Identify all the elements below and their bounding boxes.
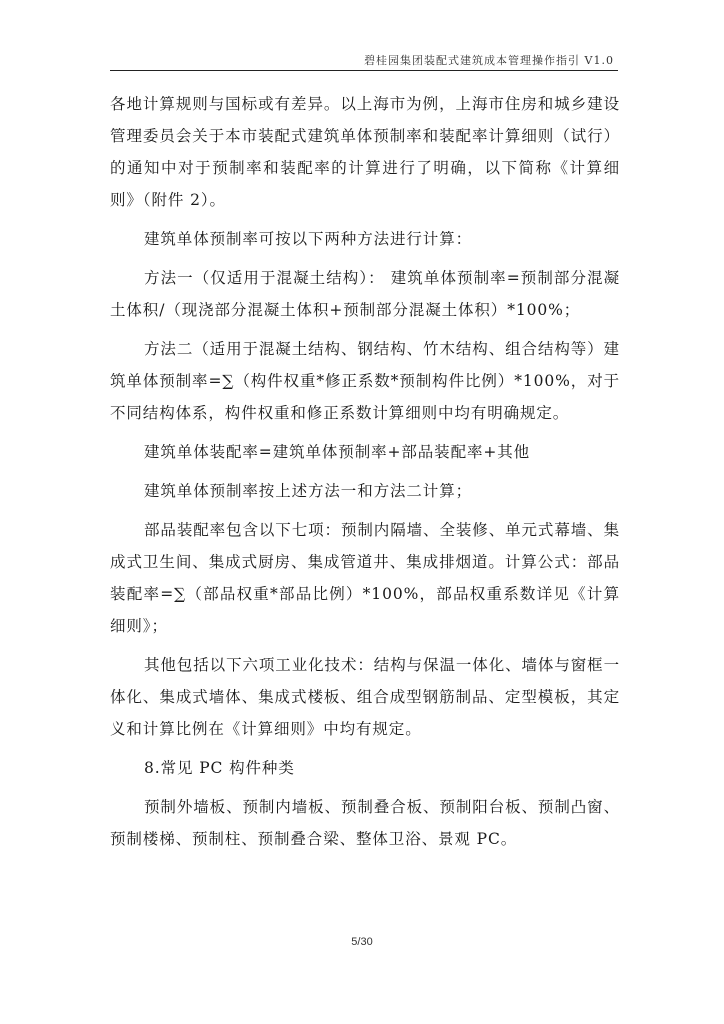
paragraph-method-two: 方法二（适用于混凝土结构、钢结构、竹木结构、组合结构等）建筑单体预制率=∑（构件权重*修正系数*预制构件比例）*100%，对于不同结构体系，构件权重和修正系数计算细则中均有明确规定。	[110, 340, 620, 422]
document-body	[110, 88, 620, 855]
header-divider	[110, 70, 618, 71]
paragraph-prefab-rate-note: 建筑单体预制率按上述方法一和方法二计算；	[144, 482, 473, 500]
paragraph-prefab-rate-intro: 建筑单体预制率可按以下两种方法进行计算：	[144, 230, 473, 248]
paragraph-other-technologies: 其他包括以下六项工业化技术：结构与保温一体化、墙体与窗框一体化、集成式墙体、集成式楼板、组合成型钢筋制品、定型模板，其定义和计算比例在《计算细则》中均有规定。	[110, 656, 620, 738]
paragraph-pc-component-list: 预制外墙板、预制内墙板、预制叠合板、预制阳台板、预制凸窗、预制楼梯、预制柱、预制叠合梁、整体卫浴、景观 PC。	[110, 798, 620, 848]
paragraph-calculation-rules: 各地计算规则与国标或有差异。以上海市为例，上海市住房和城乡建设管理委员会关于本市装配式建筑单体预制率和装配率计算细则（试行）的通知中对于预制率和装配率的计算进行了明确，以下简称《计算细则》（附件 2）。	[110, 95, 620, 209]
paragraph-assembly-rate-formula: 建筑单体装配率=建筑单体预制率+部品装配率+其他	[144, 443, 531, 461]
page-header-title: 碧桂园集团装配式建筑成本管理操作指引 V1.0	[364, 54, 614, 67]
paragraph-component-assembly-rate: 部品装配率包含以下七项：预制内隔墙、全装修、单元式幕墙、集成式卫生间、集成式厨房、集成管道井、集成排烟道。计算公式：部品装配率=∑（部品权重*部品比例）*100%，部品权重系数详见《计算细则》；	[110, 521, 620, 635]
section-heading-pc-components: 8.常见 PC 构件种类	[144, 759, 295, 777]
paragraph-method-one: 方法一（仅适用于混凝土结构）： 建筑单体预制率=预制部分混凝土体积/（现浇部分混凝土体积+预制部分混凝土体积）*100%；	[110, 269, 620, 319]
page-number: 5/30	[351, 936, 373, 948]
